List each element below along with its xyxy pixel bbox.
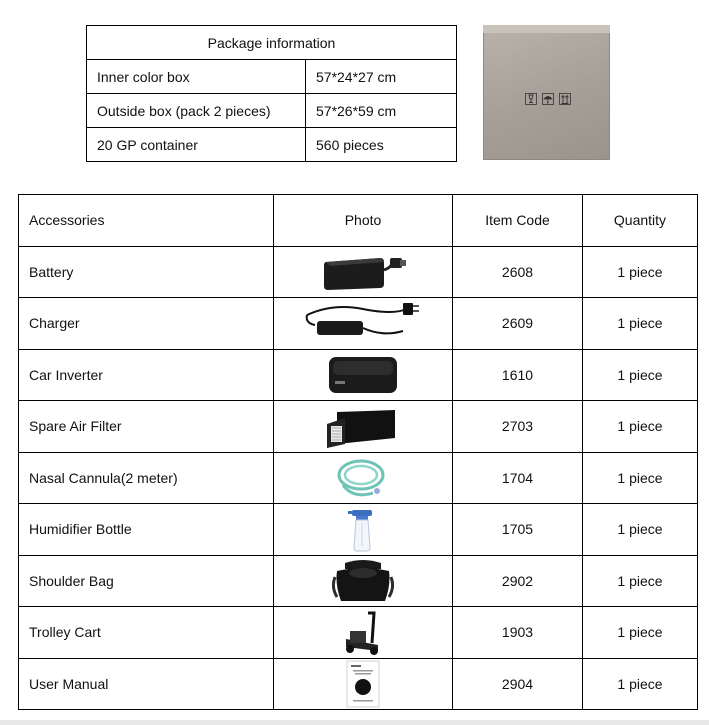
accessory-photo [274, 349, 453, 401]
this-way-up-icon [559, 93, 571, 105]
header-item-code: Item Code [453, 195, 583, 247]
shoulder-bag-icon [331, 557, 395, 605]
accessory-code: 2904 [453, 658, 583, 710]
accessory-name: User Manual [19, 658, 274, 710]
user-manual-icon [345, 660, 381, 708]
accessory-name: Charger [19, 298, 274, 350]
accessories-header-row [19, 195, 698, 247]
accessory-name: Nasal Cannula(2 meter) [19, 452, 274, 504]
table-row [19, 246, 698, 298]
humidifier-bottle-icon [348, 506, 378, 552]
accessory-photo [274, 504, 453, 556]
table-row [19, 555, 698, 607]
accessory-photo [274, 401, 453, 453]
accessory-photo [274, 658, 453, 710]
accessory-qty: 1 piece [583, 452, 698, 504]
accessory-name: Spare Air Filter [19, 401, 274, 453]
package-row [87, 128, 457, 162]
accessory-qty: 1 piece [583, 401, 698, 453]
charger-icon [303, 301, 423, 345]
table-row [19, 349, 698, 401]
box-tape [483, 25, 610, 33]
package-row-value: 57*26*59 cm [306, 94, 457, 128]
accessory-photo [274, 607, 453, 659]
accessory-code: 1705 [453, 504, 583, 556]
accessory-name: Trolley Cart [19, 607, 274, 659]
accessory-code: 2609 [453, 298, 583, 350]
table-row [19, 298, 698, 350]
accessory-code: 2608 [453, 246, 583, 298]
header-quantity: Quantity [583, 195, 698, 247]
header-photo: Photo [274, 195, 453, 247]
package-row-value: 560 pieces [306, 128, 457, 162]
trolley-cart-icon [338, 609, 388, 655]
package-row [87, 60, 457, 94]
table-row [19, 401, 698, 453]
battery-icon [318, 250, 408, 294]
accessory-code: 2703 [453, 401, 583, 453]
accessory-photo [274, 555, 453, 607]
accessory-code: 1903 [453, 607, 583, 659]
package-row-value: 57*24*27 cm [306, 60, 457, 94]
accessory-qty: 1 piece [583, 298, 698, 350]
accessories-table [18, 194, 698, 710]
accessory-code: 2902 [453, 555, 583, 607]
accessory-name: Car Inverter [19, 349, 274, 401]
air-filter-icon [323, 404, 403, 448]
package-info-table [86, 25, 457, 162]
table-row [19, 658, 698, 710]
table-row [19, 452, 698, 504]
car-inverter-icon [323, 353, 403, 397]
accessory-qty: 1 piece [583, 349, 698, 401]
accessory-code: 1610 [453, 349, 583, 401]
accessory-code: 1704 [453, 452, 583, 504]
accessory-name: Shoulder Bag [19, 555, 274, 607]
accessory-qty: 1 piece [583, 504, 698, 556]
fragile-glass-icon [525, 93, 537, 105]
accessory-photo [274, 452, 453, 504]
table-row [19, 607, 698, 659]
accessory-photo [274, 298, 453, 350]
header-accessories: Accessories [19, 195, 274, 247]
table-row [19, 504, 698, 556]
accessory-qty: 1 piece [583, 607, 698, 659]
package-row [87, 94, 457, 128]
package-row-label: Inner color box [87, 60, 306, 94]
package-row-label: 20 GP container [87, 128, 306, 162]
accessory-qty: 1 piece [583, 658, 698, 710]
keep-dry-umbrella-icon [542, 93, 554, 105]
accessory-photo [274, 246, 453, 298]
accessory-qty: 1 piece [583, 246, 698, 298]
shipping-box-photo [483, 25, 610, 160]
nasal-cannula-icon [333, 455, 393, 501]
accessory-name: Humidifier Bottle [19, 504, 274, 556]
accessory-qty: 1 piece [583, 555, 698, 607]
package-info-title: Package information [87, 26, 457, 60]
package-row-label: Outside box (pack 2 pieces) [87, 94, 306, 128]
accessory-name: Battery [19, 246, 274, 298]
page-bottom-divider [0, 720, 709, 725]
